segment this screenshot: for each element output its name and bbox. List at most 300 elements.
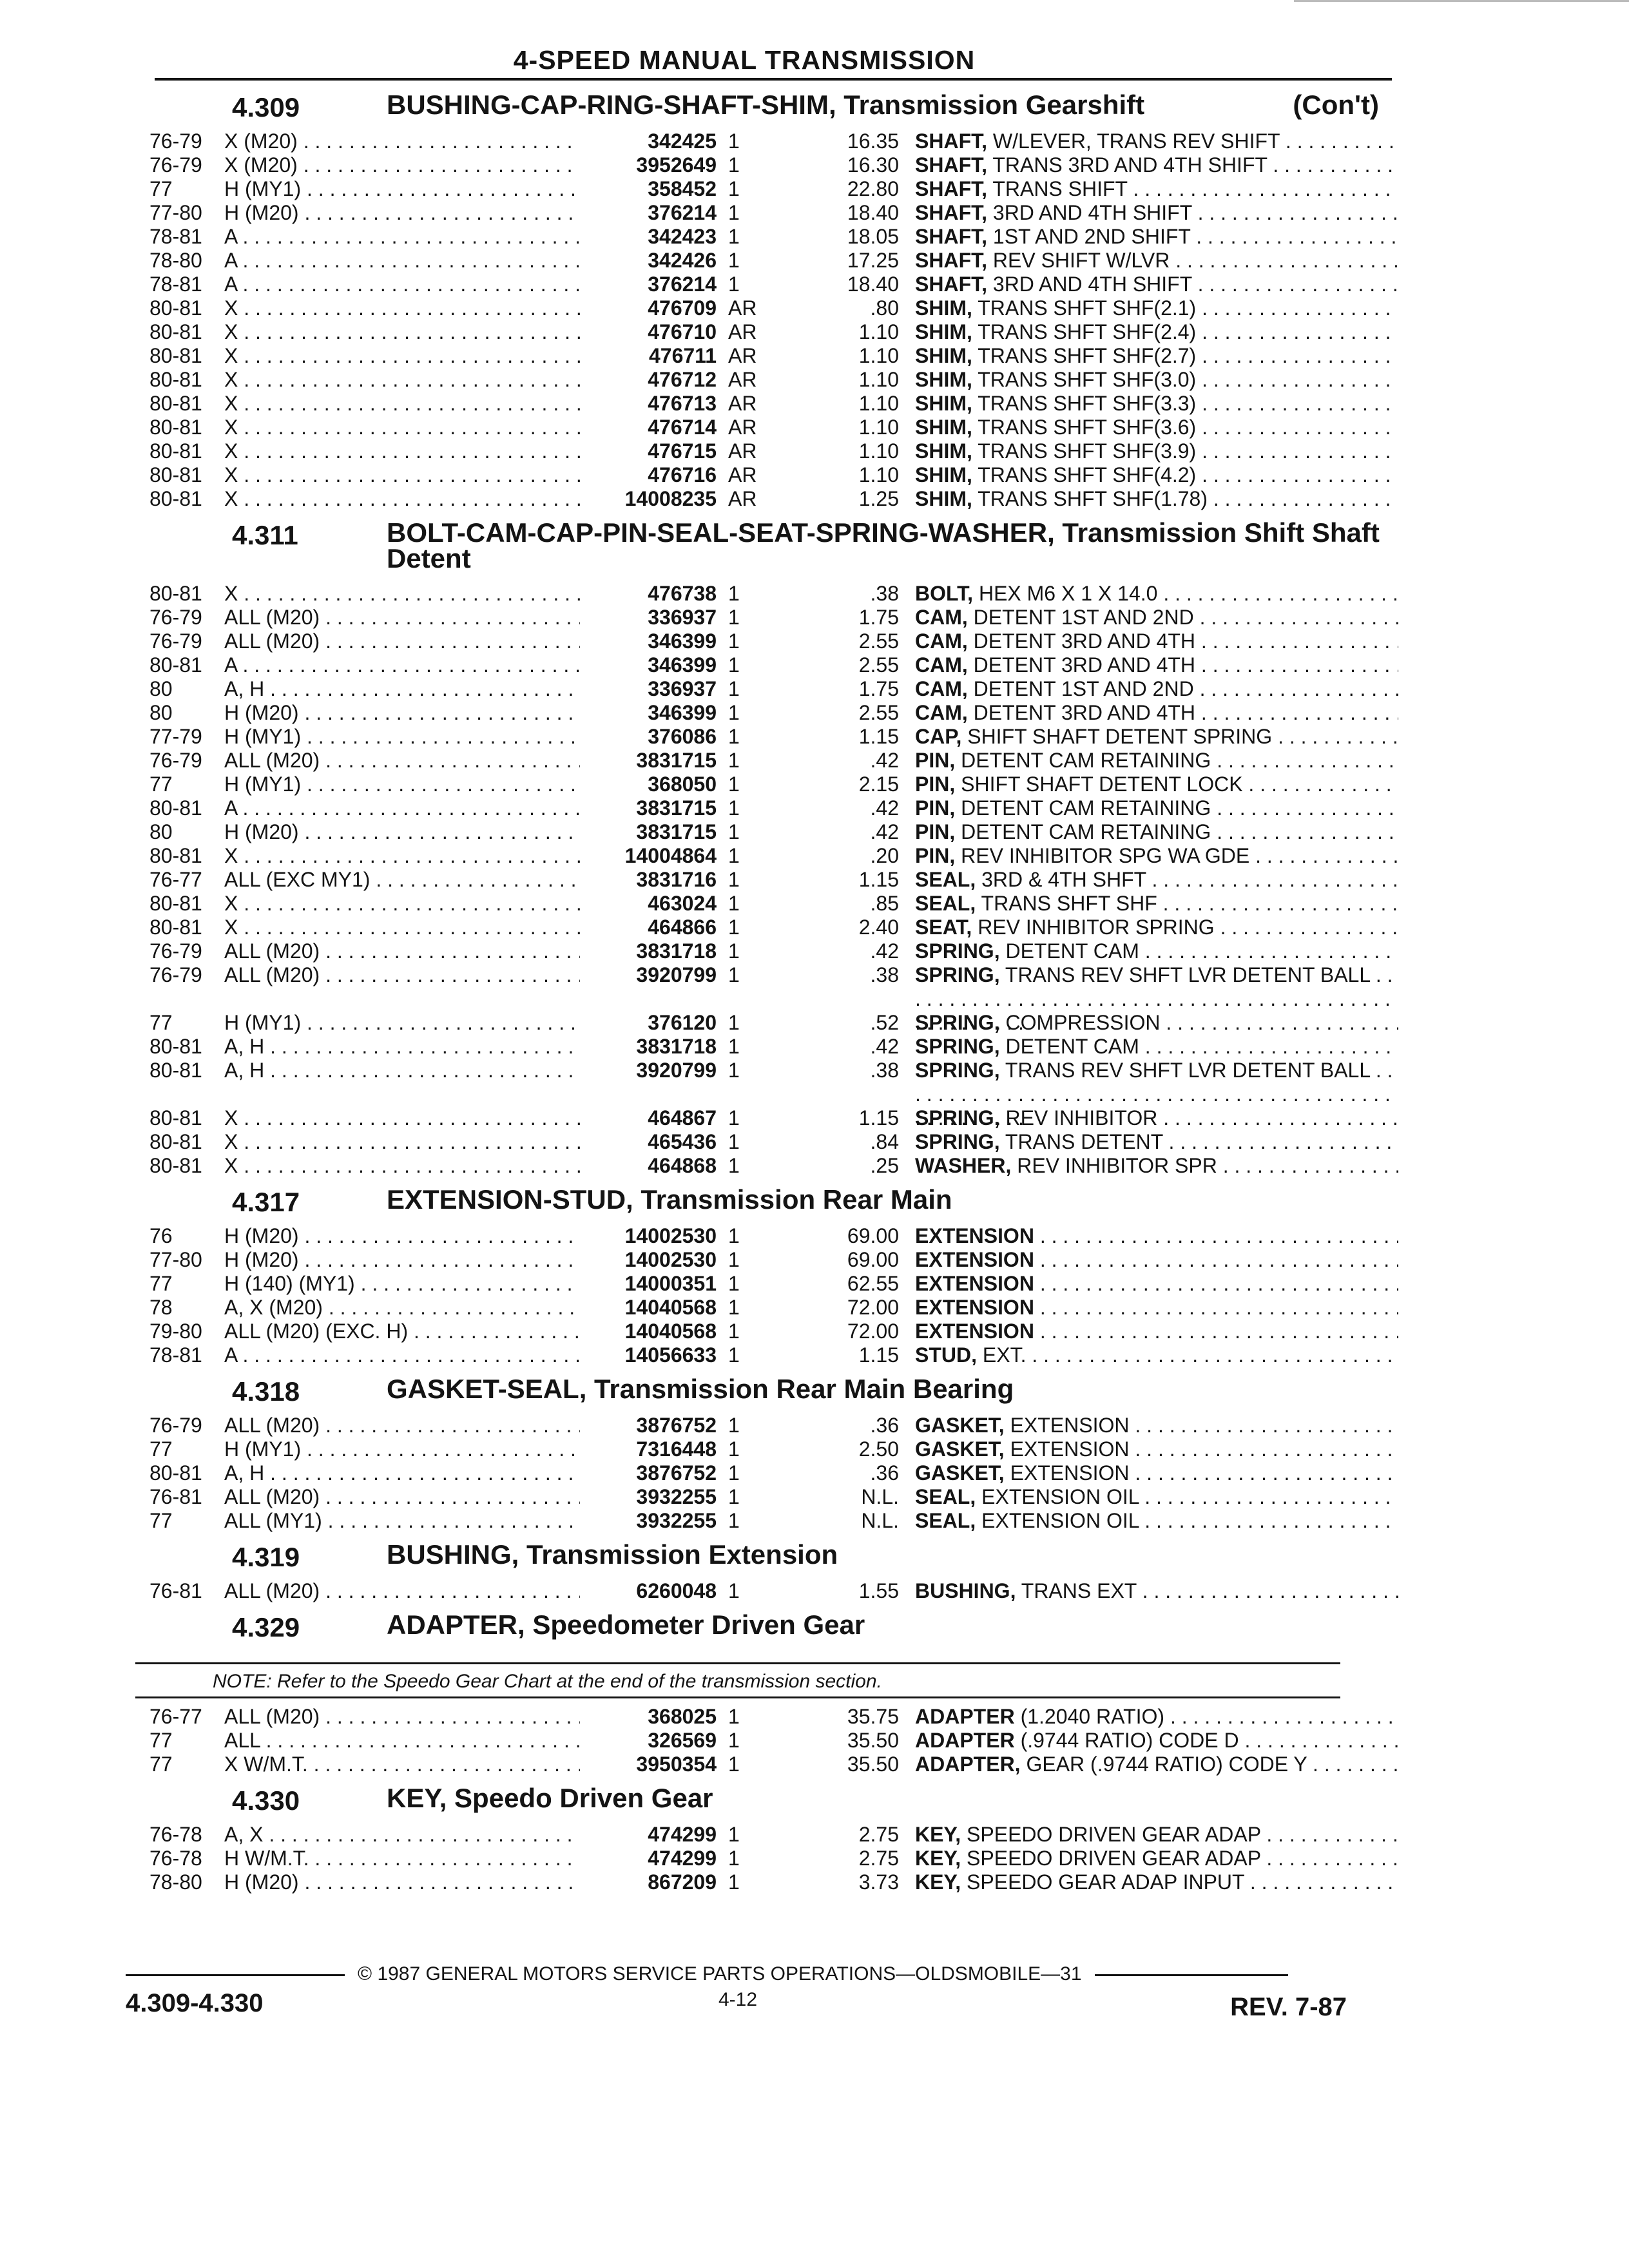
price: 2.55: [858, 653, 899, 677]
note-block: [135, 1662, 1392, 1698]
footer-rule-right: [1095, 1974, 1288, 1976]
table-row: [135, 796, 1392, 820]
table-row: [135, 1705, 1392, 1729]
part-number: 342423: [580, 225, 717, 249]
quantity: 1: [728, 1130, 740, 1153]
description: [915, 796, 1398, 820]
part-detail: SPEEDO GEAR ADAP INPUT: [967, 1870, 1244, 1894]
part-detail: EXTENSION: [1010, 1437, 1130, 1461]
application: X . . .: [224, 582, 611, 606]
table-row: [135, 1224, 1392, 1248]
part-detail: TRANS REV SHFT LVR DETENT BALL: [1005, 963, 1370, 986]
quantity: 1: [728, 177, 740, 200]
description: [915, 225, 1398, 249]
part-number: 476713: [580, 392, 717, 416]
part-number: 14008235: [580, 487, 717, 511]
quantity: 1: [728, 606, 740, 629]
section-title-text: GASKET-SEAL, Transmission Rear Main Bearing: [387, 1374, 1014, 1404]
price: .36: [870, 1414, 899, 1437]
application: ALL (M20) . . .: [224, 1705, 611, 1729]
quantity: 1: [728, 130, 740, 153]
model-years: 77-80: [149, 1248, 202, 1271]
table-row: [135, 392, 1392, 416]
part-detail: DETENT CAM RETAINING: [961, 820, 1211, 843]
price: .36: [870, 1461, 899, 1485]
quantity: AR: [728, 344, 757, 367]
section-heading: [135, 1780, 1392, 1823]
description: [915, 153, 1398, 177]
model-years: 80-81: [149, 344, 202, 367]
table-row: [135, 1011, 1392, 1035]
quantity: 1: [728, 916, 740, 939]
quantity: 1: [728, 1485, 740, 1508]
quantity: 1: [728, 1154, 740, 1177]
section-title: [387, 1785, 1392, 1811]
part-detail: REV INHIBITOR SPRING: [978, 916, 1215, 939]
price: 1.15: [858, 1106, 899, 1129]
title-rule: [155, 78, 1392, 81]
table-row: [135, 1343, 1392, 1367]
part-detail: 3RD AND 4TH SHIFT: [992, 201, 1192, 224]
model-years: 76-79: [149, 629, 202, 653]
quantity: 1: [728, 201, 740, 224]
part-number: 3950354: [580, 1753, 717, 1776]
table-row: [135, 1272, 1392, 1296]
quantity: 1: [728, 225, 740, 248]
part-detail: TRANS SHFT SHF(4.2): [978, 463, 1197, 486]
quantity: 1: [728, 1296, 740, 1319]
application: X . . .: [224, 1106, 611, 1130]
table-row: [135, 416, 1392, 439]
description: [915, 868, 1398, 892]
quantity: 1: [728, 629, 740, 653]
application: A . . .: [224, 225, 611, 249]
model-years: 76: [149, 1224, 173, 1247]
section-heading: [135, 1371, 1392, 1414]
part-number: 14040568: [580, 1296, 717, 1320]
footer-page-number: 4-12: [718, 1989, 758, 2010]
quantity: 1: [728, 1320, 740, 1343]
table-row: [135, 1729, 1392, 1753]
part-number: 3932255: [580, 1485, 717, 1509]
model-years: 80-81: [149, 320, 202, 343]
part-detail: TRANS SHIFT: [992, 177, 1128, 200]
parts-table: [135, 1224, 1392, 1367]
quantity: 1: [728, 249, 740, 272]
parts-table: [135, 1414, 1392, 1533]
description: [915, 392, 1398, 416]
price: 3.73: [858, 1870, 899, 1894]
table-row: [135, 344, 1392, 368]
table-row: [135, 701, 1392, 725]
table-row: [135, 582, 1392, 606]
application: X . . .: [224, 320, 611, 344]
description: [915, 1035, 1398, 1059]
part-number: 464867: [580, 1106, 717, 1130]
table-row: [135, 1579, 1392, 1603]
part-number: 368025: [580, 1705, 717, 1729]
part-detail: TRANS DETENT: [1005, 1130, 1163, 1153]
part-name: SEAL,: [915, 1485, 976, 1508]
quantity: 1: [728, 1753, 740, 1776]
section-title: [387, 1184, 1392, 1215]
part-detail: REV INHIBITOR SPG WA GDE: [961, 844, 1250, 867]
part-name: SEAL,: [915, 868, 976, 891]
price: 2.15: [858, 773, 899, 796]
part-detail: DETENT 3RD AND 4TH: [973, 629, 1196, 653]
part-number: 867209: [580, 1870, 717, 1894]
application: H (MY1) . . .: [224, 1437, 611, 1461]
model-years: 76-79: [149, 606, 202, 629]
application: ALL (M20) . . .: [224, 606, 611, 629]
part-detail: EXTENSION OIL: [981, 1509, 1139, 1532]
application: ALL (M20) . . .: [224, 1579, 611, 1603]
part-detail: 3RD & 4TH SHFT: [981, 868, 1146, 891]
price: .38: [870, 582, 899, 605]
table-row: [135, 725, 1392, 749]
description: [915, 844, 1398, 868]
part-name: ADAPTER: [915, 1729, 1015, 1752]
section-heading: [135, 1607, 1392, 1649]
table-row: [135, 653, 1392, 677]
application: ALL (EXC MY1) . . .: [224, 868, 611, 892]
model-years: 76-81: [149, 1579, 202, 1602]
quantity: 1: [728, 868, 740, 891]
model-years: 77: [149, 177, 173, 200]
quantity: AR: [728, 487, 757, 510]
part-name: STUD,: [915, 1343, 977, 1367]
price: 1.25: [858, 487, 899, 510]
quantity: 1: [728, 1509, 740, 1532]
section-number: 4.330: [232, 1785, 300, 1816]
table-row: [135, 749, 1392, 773]
description: [915, 939, 1398, 963]
model-years: 80-81: [149, 368, 202, 391]
application: X . . .: [224, 892, 611, 916]
part-name: GASKET,: [915, 1414, 1005, 1437]
part-number: 14000351: [580, 1272, 717, 1296]
description: [915, 201, 1398, 225]
part-name: SHIM,: [915, 463, 972, 486]
price: 35.50: [847, 1753, 899, 1776]
part-name: SPRING,: [915, 1059, 1000, 1082]
part-number: 464868: [580, 1154, 717, 1178]
price: 2.75: [858, 1823, 899, 1846]
application: ALL (M20) . . .: [224, 1414, 611, 1437]
description: [915, 320, 1398, 344]
part-name: SHAFT,: [915, 225, 987, 248]
description: [915, 653, 1398, 677]
section-continued-label: (Con't): [1293, 90, 1379, 120]
price: N.L.: [861, 1485, 899, 1508]
table-row: [135, 916, 1392, 939]
part-name: CAM,: [915, 653, 968, 677]
description: [915, 273, 1398, 296]
part-number: 3831718: [580, 939, 717, 963]
description: [915, 1320, 1398, 1343]
part-number: 476738: [580, 582, 717, 606]
parts-table: [135, 1823, 1392, 1894]
section-title-text: BUSHING, Transmission Extension: [387, 1539, 838, 1570]
price: 1.10: [858, 463, 899, 486]
part-number: 336937: [580, 677, 717, 701]
description: [915, 487, 1398, 511]
model-years: 80-81: [149, 653, 202, 677]
table-row: [135, 1059, 1392, 1106]
part-name: EXTENSION: [915, 1320, 1034, 1343]
price: 62.55: [847, 1272, 899, 1295]
price: 1.55: [858, 1579, 899, 1602]
table-row: [135, 1823, 1392, 1847]
model-years: 76-78: [149, 1823, 202, 1846]
price: 72.00: [847, 1320, 899, 1343]
price: 2.55: [858, 701, 899, 724]
part-detail: DETENT 3RD AND 4TH: [973, 653, 1196, 677]
note-rule-bottom: [135, 1696, 1340, 1698]
description: [915, 1485, 1398, 1509]
table-row: [135, 153, 1392, 177]
application: X . . .: [224, 1154, 611, 1178]
price: 35.75: [847, 1705, 899, 1728]
quantity: 1: [728, 749, 740, 772]
description: [915, 1847, 1398, 1870]
model-years: 77: [149, 773, 173, 796]
description: [915, 249, 1398, 273]
part-number: 3831718: [580, 1035, 717, 1059]
parts-table: [135, 582, 1392, 1178]
part-name: SHIM,: [915, 320, 972, 343]
application: H W/M.T. . . .: [224, 1847, 611, 1870]
model-years: 78-80: [149, 1870, 202, 1894]
part-detail: DETENT CAM RETAINING: [961, 796, 1211, 820]
table-row: [135, 201, 1392, 225]
part-name: SEAT,: [915, 916, 972, 939]
application: ALL (M20) . . .: [224, 963, 611, 987]
part-name: SPRING,: [915, 939, 1000, 963]
price: 2.55: [858, 629, 899, 653]
model-years: 76-79: [149, 939, 202, 963]
part-name: EXTENSION: [915, 1296, 1034, 1319]
model-years: 80-81: [149, 1106, 202, 1129]
model-years: 78-80: [149, 249, 202, 272]
quantity: AR: [728, 416, 757, 439]
part-detail: TRANS SHFT SHF(2.4): [978, 320, 1197, 343]
price: 16.35: [847, 130, 899, 153]
application: H (M20) . . .: [224, 201, 611, 225]
application: ALL (M20) . . .: [224, 749, 611, 773]
quantity: AR: [728, 439, 757, 463]
part-detail: REV INHIBITOR: [1005, 1106, 1158, 1129]
part-number: 368050: [580, 773, 717, 796]
part-detail: TRANS SHFT SHF(3.0): [978, 368, 1197, 391]
part-name: PIN,: [915, 796, 956, 820]
part-number: 336937: [580, 606, 717, 629]
application: X . . .: [224, 296, 611, 320]
description: [915, 463, 1398, 487]
description: [915, 606, 1398, 629]
table-row: [135, 296, 1392, 320]
table-row: [135, 629, 1392, 653]
part-name: PIN,: [915, 844, 956, 867]
part-number: 14056633: [580, 1343, 717, 1367]
application: A . . .: [224, 653, 611, 677]
description: [915, 773, 1398, 796]
price: 22.80: [847, 177, 899, 200]
part-detail: TRANS EXT: [1021, 1579, 1137, 1602]
description: [915, 1414, 1398, 1437]
model-years: 78-81: [149, 1343, 202, 1367]
application: A, X . . .: [224, 1823, 611, 1847]
section-heading: [135, 1182, 1392, 1224]
description: [915, 1823, 1398, 1847]
section-number: 4.319: [232, 1542, 300, 1572]
part-name: EXTENSION: [915, 1248, 1034, 1271]
part-number: 465436: [580, 1130, 717, 1154]
price: 1.10: [858, 439, 899, 463]
table-row: [135, 1130, 1392, 1154]
description: [915, 1248, 1398, 1272]
quantity: 1: [728, 1343, 740, 1367]
quantity: 1: [728, 1579, 740, 1602]
part-number: 476709: [580, 296, 717, 320]
quantity: AR: [728, 368, 757, 391]
sections-container: [135, 87, 1392, 1894]
price: .25: [870, 1154, 899, 1177]
part-detail: DETENT CAM: [1005, 1035, 1139, 1058]
model-years: 77: [149, 1729, 173, 1752]
description: [915, 749, 1398, 773]
price: 2.40: [858, 916, 899, 939]
model-years: 77: [149, 1753, 173, 1776]
description: [915, 296, 1398, 320]
part-number: 3952649: [580, 153, 717, 177]
table-row: [135, 1106, 1392, 1130]
part-name: GASKET,: [915, 1437, 1005, 1461]
section-title-text: EXTENSION-STUD, Transmission Rear Main: [387, 1184, 952, 1215]
model-years: 80-81: [149, 892, 202, 915]
part-name: SPRING,: [915, 1011, 1000, 1034]
price: 1.15: [858, 1343, 899, 1367]
price: .80: [870, 296, 899, 320]
table-row: [135, 1320, 1392, 1343]
part-name: SHIM,: [915, 439, 972, 463]
parts-table: [135, 130, 1392, 511]
section-number: 4.329: [232, 1612, 300, 1642]
part-detail: EXTENSION OIL: [981, 1485, 1139, 1508]
table-row: [135, 1753, 1392, 1776]
part-detail: TRANS SHFT SHF(3.6): [978, 416, 1197, 439]
application: ALL (M20) . . .: [224, 939, 611, 963]
part-name: SPRING,: [915, 1130, 1000, 1153]
part-number: 326569: [580, 1729, 717, 1753]
part-number: 474299: [580, 1823, 717, 1847]
application: X W/M.T. . . .: [224, 1753, 611, 1776]
footer-section-range: 4.309-4.330: [126, 1989, 264, 2017]
price: 18.40: [847, 273, 899, 296]
table-row: [135, 868, 1392, 892]
model-years: 76-79: [149, 130, 202, 153]
part-name: SHAFT,: [915, 201, 987, 224]
quantity: 1: [728, 153, 740, 177]
part-number: 14040568: [580, 1320, 717, 1343]
part-detail: HEX M6 X 1 X 14.0: [978, 582, 1158, 605]
model-years: 80-81: [149, 296, 202, 320]
model-years: 80-81: [149, 582, 202, 605]
description: [915, 916, 1398, 939]
model-years: 80-81: [149, 916, 202, 939]
application: X (M20) . . .: [224, 130, 611, 153]
part-number: 464866: [580, 916, 717, 939]
section-title: [387, 517, 1392, 573]
application: ALL (M20) (EXC. H) . . .: [224, 1320, 611, 1343]
part-number: 3876752: [580, 1414, 717, 1437]
part-name: WASHER,: [915, 1154, 1012, 1177]
part-name: SHIM,: [915, 487, 972, 510]
section-number: 4.317: [232, 1187, 300, 1217]
table-row: [135, 1485, 1392, 1509]
application: A, X (M20) . . .: [224, 1296, 611, 1320]
price: .38: [870, 1059, 899, 1082]
quantity: 1: [728, 1248, 740, 1271]
part-number: 476715: [580, 439, 717, 463]
part-detail: DETENT 1ST AND 2ND: [973, 677, 1194, 700]
application: X . . .: [224, 844, 611, 868]
price: 1.10: [858, 392, 899, 415]
description: [915, 582, 1398, 606]
description: [915, 820, 1398, 844]
description: [915, 344, 1398, 368]
quantity: 1: [728, 844, 740, 867]
model-years: 80: [149, 820, 173, 843]
application: A . . .: [224, 249, 611, 273]
quantity: 1: [728, 773, 740, 796]
part-detail: SHIFT SHAFT DETENT LOCK: [961, 773, 1243, 796]
table-row: [135, 1870, 1392, 1894]
application: A, H . . .: [224, 1461, 611, 1485]
description: [915, 439, 1398, 463]
quantity: 1: [728, 273, 740, 296]
part-number: 474299: [580, 1847, 717, 1870]
model-years: 80-81: [149, 416, 202, 439]
quantity: 1: [728, 796, 740, 820]
description: [915, 629, 1398, 653]
part-detail: TRANS SHFT SHF: [981, 892, 1157, 915]
part-name: SHIM,: [915, 416, 972, 439]
part-name: SEAL,: [915, 892, 976, 915]
price: 2.50: [858, 1437, 899, 1461]
part-detail: REV SHIFT W/LVR: [992, 249, 1170, 272]
table-row: [135, 1437, 1392, 1461]
part-detail: TRANS SHFT SHF(2.1): [978, 296, 1197, 320]
description: [915, 1224, 1398, 1248]
table-row: [135, 225, 1392, 249]
application: X . . .: [224, 392, 611, 416]
part-number: 3831715: [580, 820, 717, 844]
part-detail: DETENT CAM: [1005, 939, 1139, 963]
table-row: [135, 273, 1392, 296]
price: 69.00: [847, 1224, 899, 1247]
model-years: 78-81: [149, 225, 202, 248]
parts-table: [135, 1705, 1392, 1776]
section-title: [387, 1612, 1392, 1638]
part-detail: REV INHIBITOR SPR: [1017, 1154, 1217, 1177]
part-name: EXTENSION: [915, 1272, 1034, 1295]
section-title-text: BUSHING-CAP-RING-SHAFT-SHIM, Transmission Gearshift: [387, 90, 1145, 120]
part-number: 14002530: [580, 1248, 717, 1272]
part-name: SPRING,: [915, 1035, 1000, 1058]
description: [915, 1579, 1398, 1603]
page-footer: [126, 1956, 1382, 2033]
